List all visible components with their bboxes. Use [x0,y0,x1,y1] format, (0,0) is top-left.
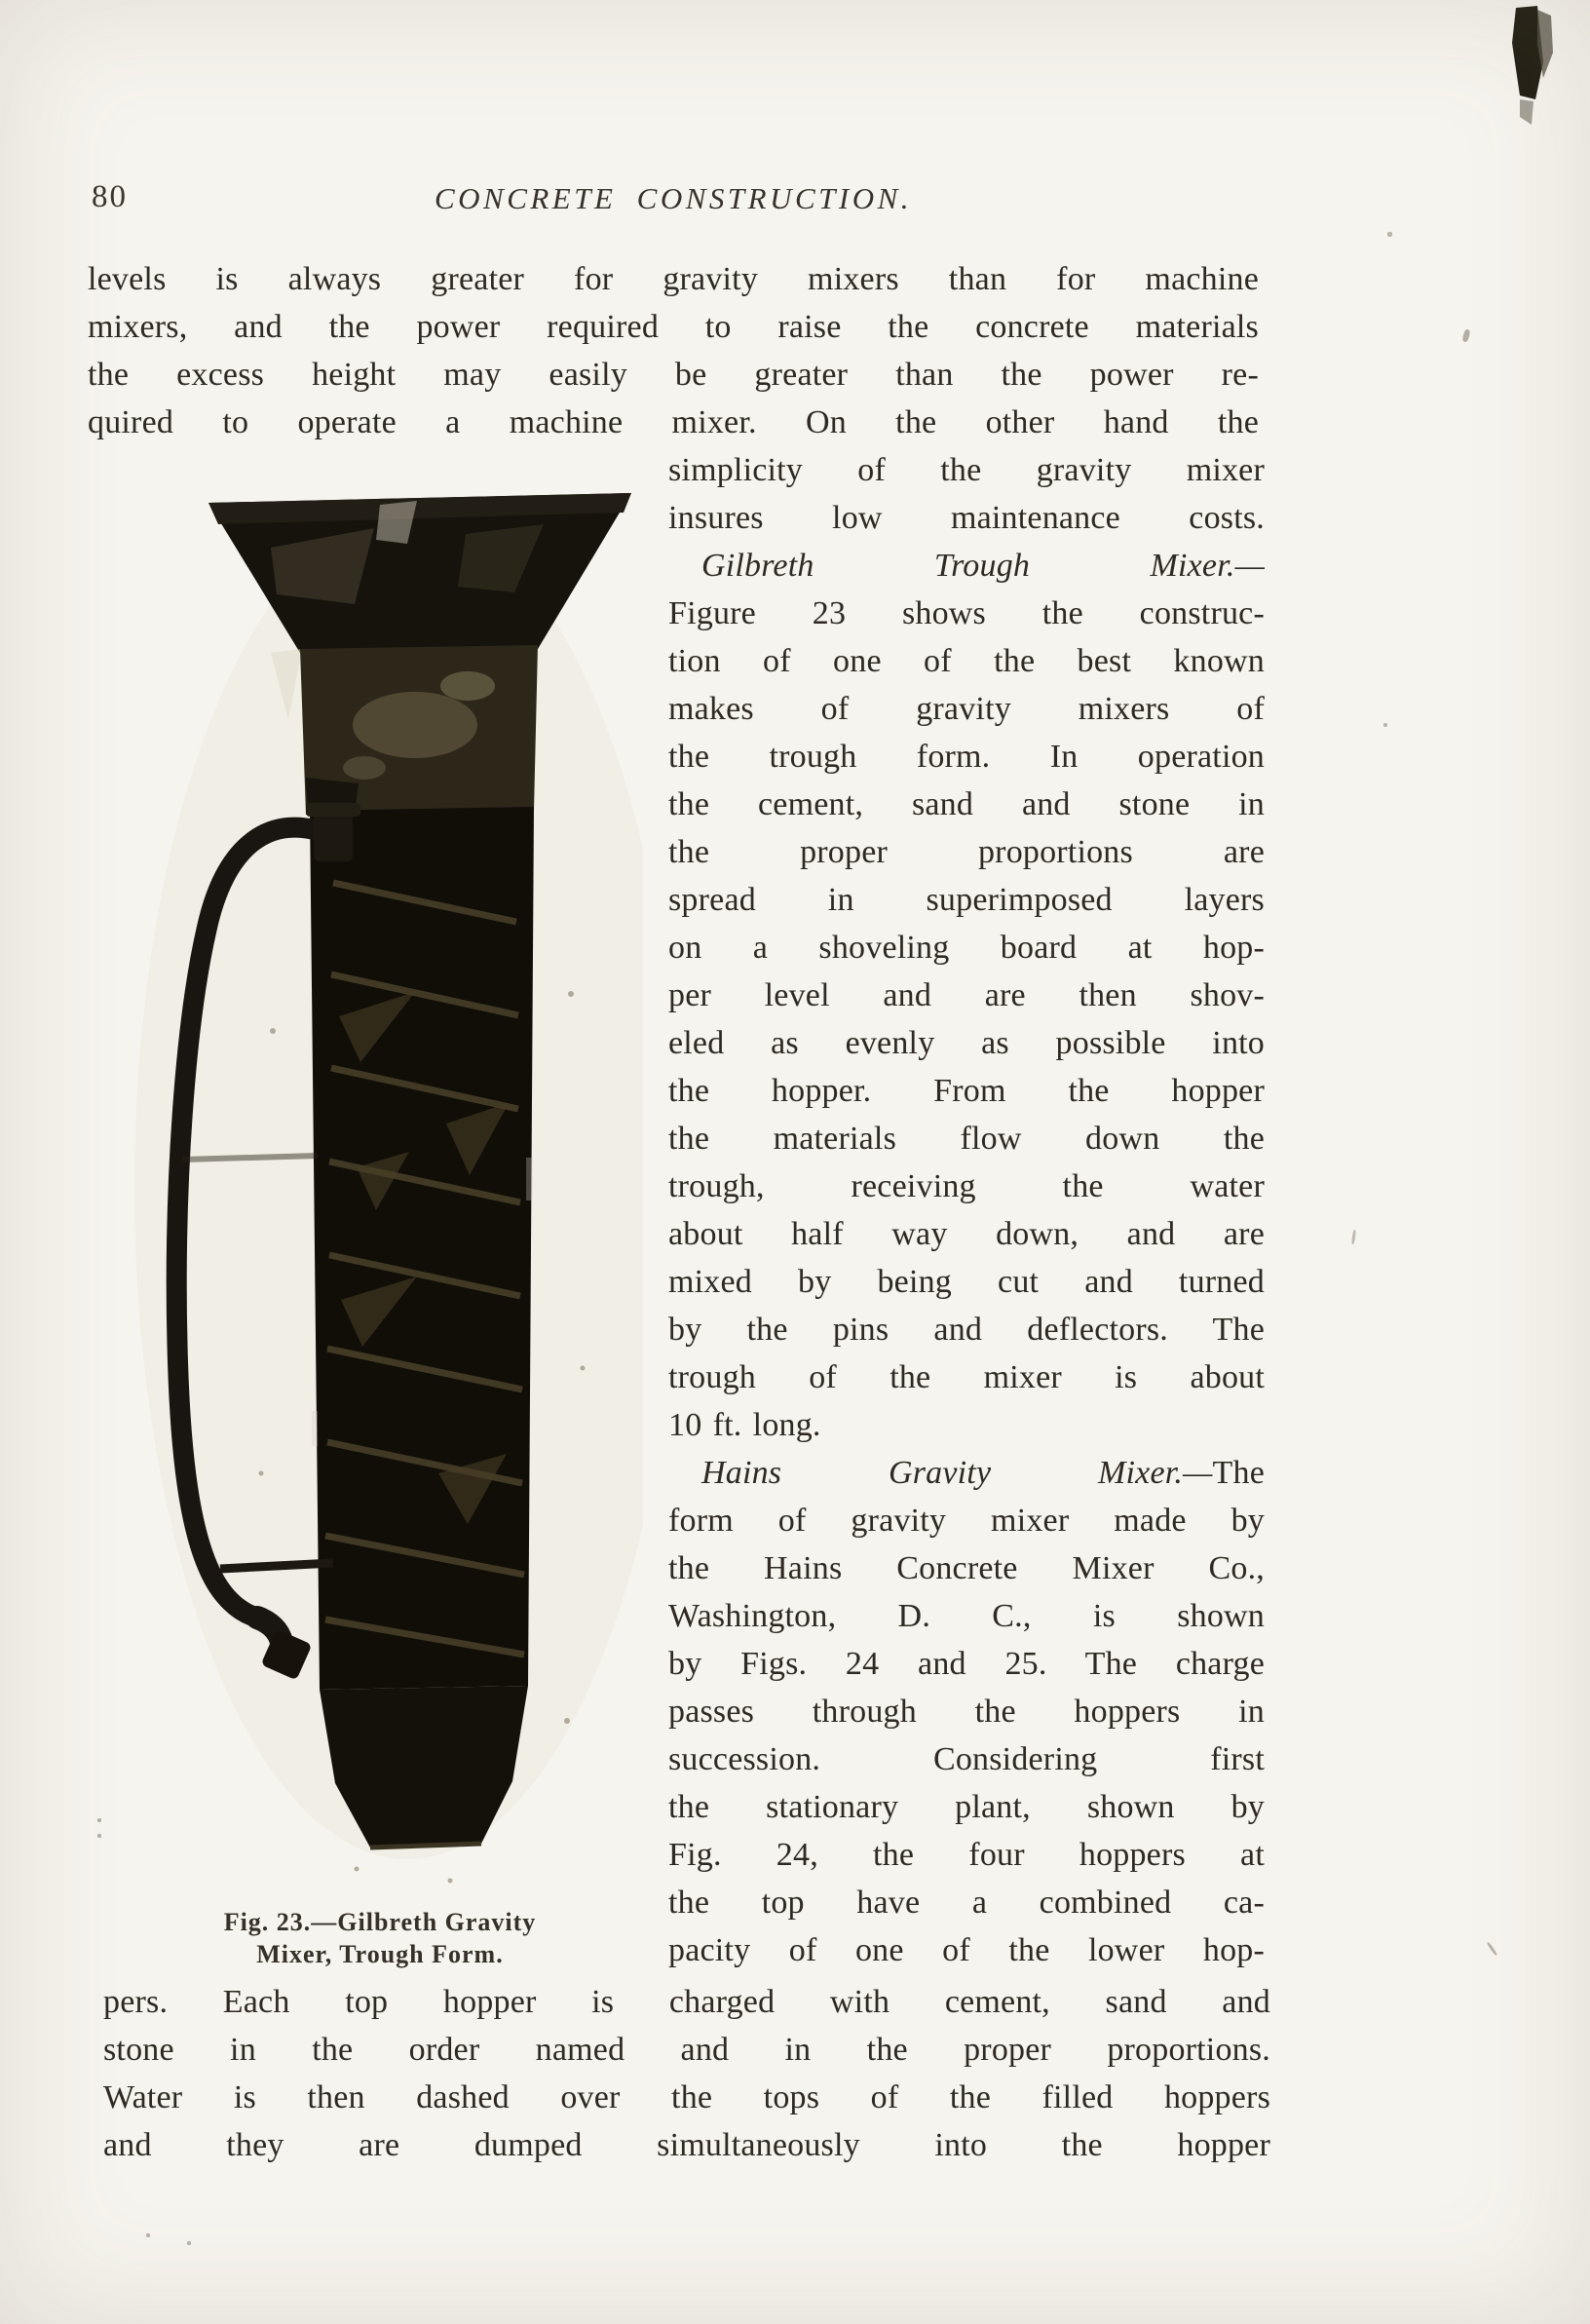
text-line: mixers, and the power required to raise the concrete materials [88,309,1259,345]
scan-artifact-ink-blob [1500,6,1559,133]
upper-trough-shape [300,645,538,815]
text-line: Fig. 24, the four hoppers at [668,1837,1265,1873]
page-number: 80 [92,179,128,214]
text-line: pacity of one of the lower hop- [668,1932,1265,1968]
text-line: the hopper. From the hopper [668,1073,1265,1109]
text-line: the cement, sand and stone in [668,786,1265,822]
text-line: the proper proportions are [668,834,1265,870]
text-line: pers. Each top hopper is charged with cement, sand and [103,1984,1270,2020]
text-line: on a shoveling board at hop- [668,930,1265,966]
scan-speck [146,2233,150,2237]
text-line [668,1449,1265,1497]
intro-paragraph [88,255,1259,446]
text-line: Figure 23 shows the construc- [668,595,1265,631]
text-line: spread in superimposed layers [668,882,1265,918]
text-line: stone in the order named and in the proper proportions. [103,2032,1270,2068]
text-line: 10 ft. long. [668,1407,821,1443]
figure-caption [146,1906,614,1970]
scan-speck [1351,1230,1356,1244]
text-line: form of gravity mixer made by [668,1503,1265,1539]
text-line: about half way down, and are [668,1216,1265,1252]
scan-speck [1487,1942,1498,1957]
text-line: the stationary plant, shown by [668,1789,1265,1825]
text-line: per level and are then shov- [668,977,1265,1013]
text-line: by the pins and deflectors. The [668,1312,1265,1348]
text-line: trough, receiving the water [668,1168,1265,1204]
trough-column-shape [310,807,534,1690]
text-line: the excess height may easily be greater than the power re- [88,357,1259,393]
text-line: tion of one of the best known [668,643,1265,679]
text-line: Mixer, Trough Form. [256,1940,504,1968]
italic-text-run: Gilbreth Trough Mixer.— [701,548,1265,584]
text-line: eled as evenly as possible into [668,1025,1265,1061]
text-line: Water is then dashed over the tops of the filled hoppers [103,2079,1270,2115]
text-line: levels is always greater for gravity mixers than for machine [88,261,1259,297]
text-line: the Hains Concrete Mixer Co., [668,1550,1265,1586]
text-line: succession. Considering first [668,1741,1265,1777]
text-line: insures low maintenance costs. [668,500,1265,536]
running-header: CONCRETE CONSTRUCTION. [434,181,913,215]
text-line: and they are dumped simultaneously into the hopper [103,2127,1270,2163]
text-line: passes through the hoppers in [668,1694,1265,1730]
text-line: by Figs. 24 and 25. The charge [668,1646,1265,1682]
scan-speck [187,2241,191,2245]
text-line: Washington, D. C., is shown [668,1598,1265,1634]
text-line: the materials flow down the [668,1121,1265,1157]
right-column-text [668,446,1265,1974]
text-line: trough of the mixer is about [668,1359,1265,1395]
text-run: The [1212,1455,1265,1491]
italic-text-run: Hains Gravity Mixer.— [701,1455,1213,1491]
text-line: quired to operate a machine mixer. On the other hand the [88,404,1259,440]
scan-speck [1461,328,1470,342]
scan-speck [1383,723,1387,727]
text-line: simplicity of the gravity mixer [668,452,1265,488]
bottom-paragraph [103,1978,1270,2169]
text-line [668,542,1265,590]
scan-speck [97,1818,101,1822]
scan-speck [97,1834,101,1838]
text-line: the trough form. In operation [668,739,1265,775]
text-line: makes of gravity mixers of [668,691,1265,727]
text-line: Fig. 23.—Gilbreth Gravity [223,1908,537,1936]
text-line: the top have a combined ca- [668,1885,1265,1921]
figure-photo-gilbreth-mixer [125,485,643,1896]
text-line: mixed by being cut and turned [668,1264,1265,1300]
scan-speck [1387,232,1392,237]
